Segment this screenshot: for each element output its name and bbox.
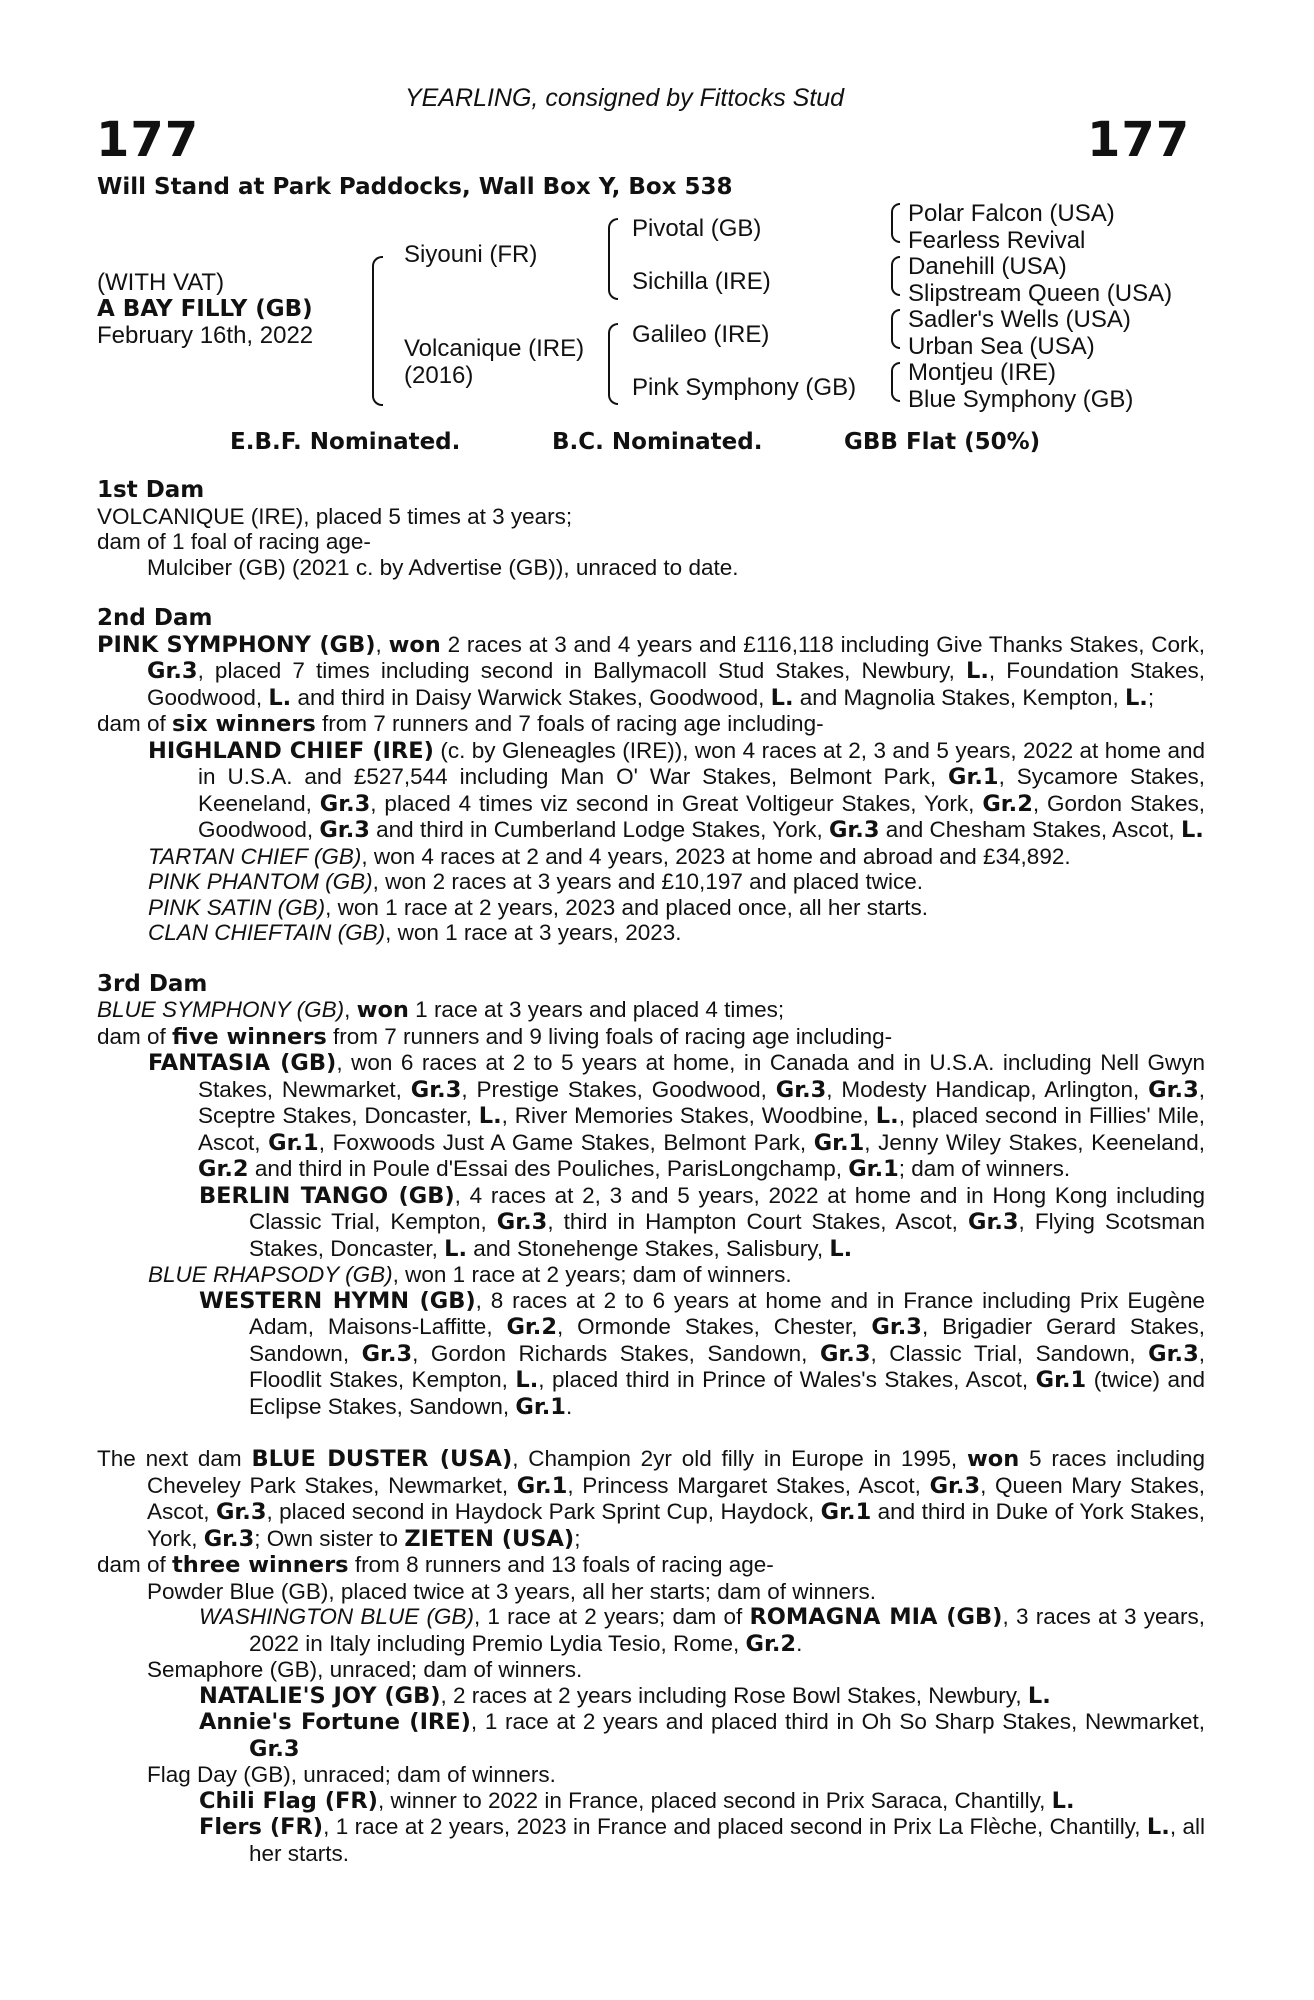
bracket-main [372, 256, 383, 406]
first-dam-foal: Mulciber (GB) (2021 c. by Advertise (GB)), unraced to date. [147, 554, 739, 580]
dam-dam: Pink Symphony (GB) [632, 374, 857, 401]
lot-number-left: 177 [96, 112, 200, 168]
gg-5: Sadler's Wells (USA) [908, 306, 1131, 333]
clan-chieftain-entry: CLAN CHIEFTAIN (GB), won 1 race at 3 years, 2023. [148, 920, 682, 945]
gg-2: Fearless Revival [908, 227, 1086, 254]
ebf-nomination: E.B.F. Nominated. [230, 429, 461, 455]
tartan-chief-entry: TARTAN CHIEF (GB), won 4 races at 2 and 4 years, 2023 at home and abroad and £34,892. [148, 843, 1071, 869]
washington-blue-entry: WASHINGTON BLUE (GB), 1 race at 2 years; dam of ROMAGNA MIA (GB), 3 races at 3 years, 2022 in Italy including Premio Lydia Tesio, Rome, Gr.2. [199, 1604, 1205, 1657]
dam: Volcanique (IRE) [404, 335, 585, 362]
natalies-joy-entry: NATALIE'S JOY (GB), 2 races at 2 years including Rose Bowl Stakes, Newbury, L. [199, 1682, 1051, 1709]
fantasia-entry: FANTASIA (GB), won 6 races at 2 to 5 years at home, in Canada and in U.S.A. including Nell Gwyn Stakes, Newmarket, Gr.3, Prestige Stakes, Goodwood, Gr.3, Modesty Handicap, Arlington, Gr.3, Sceptre Stakes, Doncaster, L., River Memories Stakes, Woodbine, L., placed second in Fillies' Mile, Ascot, Gr.1, Foxwoods Just A Game Stakes, Belmont Park, Gr.1, Jenny Wiley Stakes, Keeneland, Gr.2 and third in Poule d'Essai des Pouliches, ParisLongchamp, Gr.1; dam of winners. [148, 1050, 1206, 1182]
consignor-line: YEARLING, consigned by Fittocks Stud [405, 84, 845, 112]
bc-nomination: B.C. Nominated. [552, 429, 763, 455]
gg-6: Urban Sea (USA) [908, 333, 1095, 360]
third-dam-produce: dam of five winners from 7 runners and 9 living foals of racing age including- [97, 1023, 893, 1050]
bracket-gg-4 [891, 362, 900, 402]
bracket-sire [608, 218, 618, 300]
pink-phantom-entry: PINK PHANTOM (GB), won 2 races at 3 years and £10,197 and placed twice. [148, 869, 923, 894]
chili-flag-entry: Chili Flag (FR), winner to 2022 in France, placed second in Prix Saraca, Chantilly, L. [199, 1787, 1075, 1814]
sire-sire: Pivotal (GB) [632, 215, 762, 242]
gg-7: Montjeu (IRE) [908, 359, 1057, 386]
catalogue-body [97, 478, 1205, 1866]
sire: Siyouni (FR) [404, 241, 538, 268]
third-dam-heading: 3rd Dam [97, 970, 208, 997]
dam-sire: Galileo (IRE) [632, 321, 770, 348]
stand-line: Will Stand at Park Paddocks, Wall Box Y, Box 538 [97, 174, 733, 200]
flag-day-entry: Flag Day (GB), unraced; dam of winners. [147, 1762, 556, 1787]
vat-label: (WITH VAT) [97, 269, 225, 296]
third-dam-record: BLUE SYMPHONY (GB), won 1 race at 3 years and placed 4 times; [97, 997, 785, 1023]
lot-number-right: 177 [1087, 112, 1191, 168]
gg-4: Slipstream Queen (USA) [908, 280, 1173, 307]
blue-rhapsody-entry: BLUE RHAPSODY (GB), won 1 race at 2 years; dam of winners. [148, 1262, 792, 1287]
sire-dam: Sichilla (IRE) [632, 268, 771, 295]
berlin-tango-entry: BERLIN TANGO (GB), 4 races at 2, 3 and 5 years, 2022 at home and in Hong Kong including Classic Trial, Kempton, Gr.3, third in Hampton Court Stakes, Ascot, Gr.3, Flying Scotsman Stakes, Doncaster, L. and Stonehenge Stakes, Salisbury, L. [199, 1182, 1205, 1262]
bracket-gg-3 [891, 309, 900, 349]
next-dam-record: The next dam BLUE DUSTER (USA), Champion 2yr old filly in Europe in 1995, won 5 races including Cheveley Park Stakes, Newmarket, Gr.1, Princess Margaret Stakes, Ascot, Gr.3, Queen Mary Stakes, Ascot, Gr.3, placed second in Haydock Park Sprint Cup, Haydock, Gr.1 and third in Duke of York Stakes, York, Gr.3; Own sister to ZIETEN (USA); [97, 1446, 1206, 1552]
second-dam-heading: 2nd Dam [97, 605, 213, 631]
gbb-nomination: GBB Flat (50%) [844, 429, 1041, 455]
gg-1: Polar Falcon (USA) [908, 200, 1115, 227]
powder-blue-entry: Powder Blue (GB), placed twice at 3 years, all her starts; dam of winners. [147, 1578, 877, 1604]
second-dam-produce: dam of six winners from 7 runners and 7 foals of racing age including- [97, 711, 824, 737]
first-dam-heading: 1st Dam [97, 477, 205, 503]
subject-foaled: February 16th, 2022 [97, 322, 314, 349]
dam-year: (2016) [404, 362, 474, 389]
flers-entry: Flers (FR), 1 race at 2 years, 2023 in France and placed second in Prix La Flèche, Chantilly, L., all her starts. [199, 1814, 1205, 1866]
first-dam-produce: dam of 1 foal of racing age- [97, 529, 371, 554]
next-dam-produce: dam of three winners from 8 runners and 13 foals of racing age- [97, 1552, 774, 1578]
gg-3: Danehill (USA) [908, 253, 1067, 280]
first-dam-line: VOLCANIQUE (IRE), placed 5 times at 3 years; [97, 503, 573, 529]
bracket-dam [608, 323, 618, 405]
gg-8: Blue Symphony (GB) [908, 386, 1134, 413]
highland-chief-entry: HIGHLAND CHIEF (IRE) (c. by Gleneagles (IRE)), won 4 races at 2, 3 and 5 years, 2022 at home and in U.S.A. and £527,544 including Man O' War Stakes, Belmont Park, Gr.1, Sycamore Stakes, Keeneland, Gr.3, placed 4 times viz second in Great Voltigeur Stakes, York, Gr.2, Gordon Stakes, Goodwood, Gr.3 and third in Cumberland Lodge Stakes, York, Gr.3 and Chesham Stakes, Ascot, L. [148, 737, 1206, 843]
bracket-gg-1 [891, 203, 900, 243]
pink-satin-entry: PINK SATIN (GB), won 1 race at 2 years, 2023 and placed once, all her starts. [148, 894, 928, 920]
second-dam-record: PINK SYMPHONY (GB), won 2 races at 3 and 4 years and £116,118 including Give Thanks Stakes, Cork, Gr.3, placed 7 times including second in Ballymacoll Stud Stakes, Newbury, L., Foundation Stakes, Goodwood, L. and third in Daisy Warwick Stakes, Goodwood, L. and Magnolia Stakes, Kempton, L.; [97, 631, 1205, 711]
bracket-gg-2 [891, 256, 900, 296]
semaphore-entry: Semaphore (GB), unraced; dam of winners. [147, 1657, 583, 1682]
western-hymn-entry: WESTERN HYMN (GB), 8 races at 2 to 6 years at home and in France including Prix Eugène Adam, Maisons-Laffitte, Gr.2, Ormonde Stakes, Chester, Gr.3, Brigadier Gerard Stakes, Sandown, Gr.3, Gordon Richards Stakes, Sandown, Gr.3, Classic Trial, Sandown, Gr.3, Floodlit Stakes, Kempton, L., placed third in Prince of Wales's Stakes, Ascot, Gr.1 (twice) and Eclipse Stakes, Sandown, Gr.1. [199, 1287, 1205, 1420]
subject-name: A BAY FILLY (GB) [97, 296, 313, 322]
annies-fortune-entry: Annie's Fortune (IRE), 1 race at 2 years and placed third in Oh So Sharp Stakes, Newmarket, Gr.3 [199, 1709, 1205, 1762]
